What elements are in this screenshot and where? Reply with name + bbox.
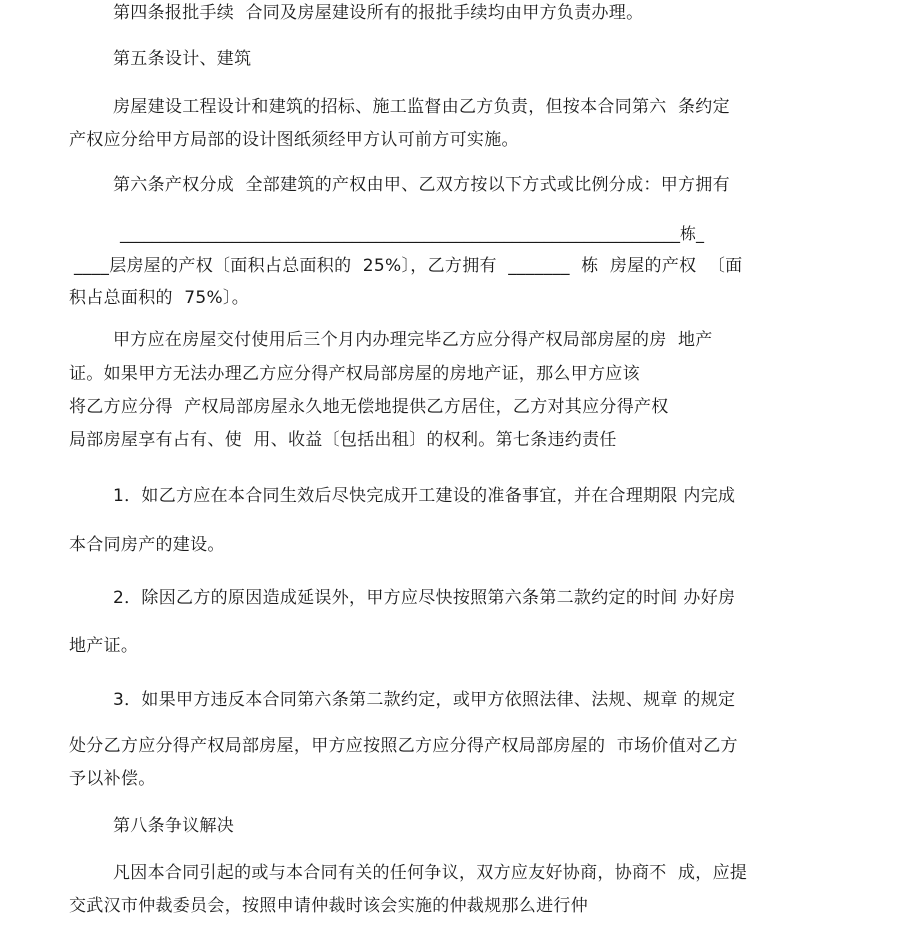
clause-6-text-line-4: 积占总面积的 75%〕。 (69, 288, 249, 308)
clause-8-heading: 第八条争议解决 (113, 816, 235, 836)
clause-5-text-line-1: 房屋建设工程设计和建筑的招标、施工监督由乙方负责，但按本合同第六 条约定 (113, 97, 730, 117)
clause-6-para2-line-2: 证。如果甲方无法办理乙方应分得产权局部房屋的房地产证，那么甲方应该 (69, 364, 640, 384)
clause-7-item-2-line-2: 地产证。 (69, 636, 139, 656)
clause-4-approval: 第四条报批手续 合同及房屋建设所有的报批手续均由甲方负责办理。 (113, 3, 644, 23)
clause-6-text-line-1: 第六条产权分成 全部建筑的产权由甲、乙双方按以下方式或比例分成：甲方拥有 (113, 175, 730, 195)
clause-8-text-line-1: 凡因本合同引起的或与本合同有关的任何争议，双方应友好协商，协商不 成，应提 (113, 863, 748, 883)
clause-7-item-1-line-1: 1．如乙方应在本合同生效后尽快完成开工建设的准备事宜，并在合理期限 内完成 (113, 486, 736, 506)
clause-6-blank-line: ______________________________________________________________________栋_ (120, 224, 704, 243)
clause-8-text-line-2: 交武汉市仲裁委员会，按照申请仲裁时该会实施的仲裁规那么进行仲 (69, 896, 588, 916)
clause-7-item-3-line-1: 3．如果甲方违反本合同第六条第二款约定，或甲方依照法律、法规、规章 的规定 (113, 690, 736, 710)
clause-5-text-line-2: 产权应分给甲方局部的设计图纸须经甲方认可前方可实施。 (69, 130, 519, 150)
clause-5-heading: 第五条设计、建筑 (113, 49, 252, 69)
clause-7-item-3-line-3: 予以补偿。 (69, 769, 156, 789)
clause-6-text-line-3: ____层房屋的产权〔面积占总面积的 25%〕，乙方拥有 _______ 栋 房屋的产权 〔面 (74, 256, 743, 276)
clause-7-item-3-line-2: 处分乙方应分得产权局部房屋，甲方应按照乙方应分得产权局部房屋的 市场价值对乙方 (69, 736, 738, 756)
clause-6-para2-line-4: 局部房屋享有占有、使 用、收益〔包括出租〕的权利。第七条违约责任 (69, 430, 617, 450)
clause-7-item-2-line-1: 2．除因乙方的原因造成延误外，甲方应尽快按照第六条第二款约定的时间 办好房 (113, 588, 736, 608)
clause-6-para2-line-3: 将乙方应分得 产权局部房屋永久地无偿地提供乙方居住，乙方对其应分得产权 (69, 397, 669, 417)
clause-6-para2-line-1: 甲方应在房屋交付使用后三个月内办理完毕乙方应分得产权局部房屋的房 地产 (113, 330, 713, 350)
clause-7-item-1-line-2: 本合同房产的建设。 (69, 535, 225, 555)
